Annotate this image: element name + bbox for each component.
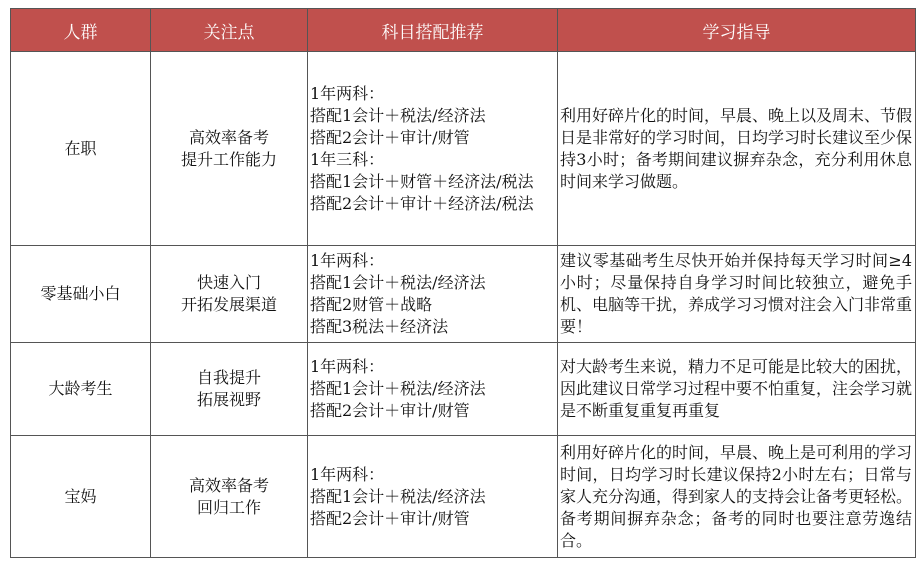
table-row [11,343,916,436]
group-cell: 零基础小白 [11,246,151,343]
focus-line: 高效率备考 [188,127,269,147]
guide-cell: 利用好碎片化的时间，早晨、晚上是可利用的学习时间，日均学习时长建议保持2小时左右；日常与家人充分沟通，得到家人的支持会让备考更轻松。备考期间摒弃杂念；备考的同时也要注意劳逸结合。 [558,436,916,558]
focus-line: 高效率备考 [188,475,269,495]
focus-cell [151,52,308,246]
plan-cell: 1年两科： 搭配1会计＋税法/经济法 搭配2财管＋战略 搭配3税法＋经济法 [308,246,558,343]
focus-line: 快速入门 [196,273,261,292]
guide-cell: 利用好碎片化的时间，早晨、晚上以及周末、节假日是非常好的学习时间，日均学习时长建议至少保持3小时；备考期间建议摒弃杂念，充分利用休息时间来学习做题。 [558,52,916,246]
header-row [11,9,916,52]
focus-line: 开拓发展渠道 [180,295,277,314]
group-cell: 大龄考生 [11,343,151,436]
study-plan-table [10,8,916,558]
table-row [11,246,916,343]
focus-line: 拓展视野 [196,390,261,409]
header-guide: 学习指导 [558,9,916,52]
table-row [11,436,916,558]
guide-cell: 建议零基础考生尽快开始并保持每天学习时间≥4小时；尽量保持自身学习时间比较独立，避免手机、电脑等干扰，养成学习习惯对注会入门非常重要！ [558,246,916,343]
focus-line: 自我提升 [196,368,261,387]
table-row [11,52,916,246]
focus-cell [151,436,308,558]
group-cell: 在职 [11,52,151,246]
focus-line: 提升工作能力 [180,149,277,169]
focus-line: 回归工作 [196,497,261,517]
guide-cell: 对大龄考生来说，精力不足可能是比较大的困扰，因此建议日常学习过程中要不怕重复，注会学习就是不断重复重复再重复 [558,343,916,436]
plan-cell: 1年两科： 搭配1会计＋税法/经济法 搭配2会计＋审计/财管 [308,436,558,558]
header-focus: 关注点 [151,9,308,52]
focus-cell [151,246,308,343]
focus-cell [151,343,308,436]
header-plan: 科目搭配推荐 [308,9,558,52]
plan-cell: 1年两科： 搭配1会计＋税法/经济法 搭配2会计＋审计/财管 1年三科： 搭配1会计＋财管＋经济法/税法 搭配2会计＋审计＋经济法/税法 [308,52,558,246]
plan-cell: 1年两科： 搭配1会计＋税法/经济法 搭配2会计＋审计/财管 [308,343,558,436]
study-plan-table-wrapper [10,8,916,558]
group-cell: 宝妈 [11,436,151,558]
header-group: 人群 [11,9,151,52]
